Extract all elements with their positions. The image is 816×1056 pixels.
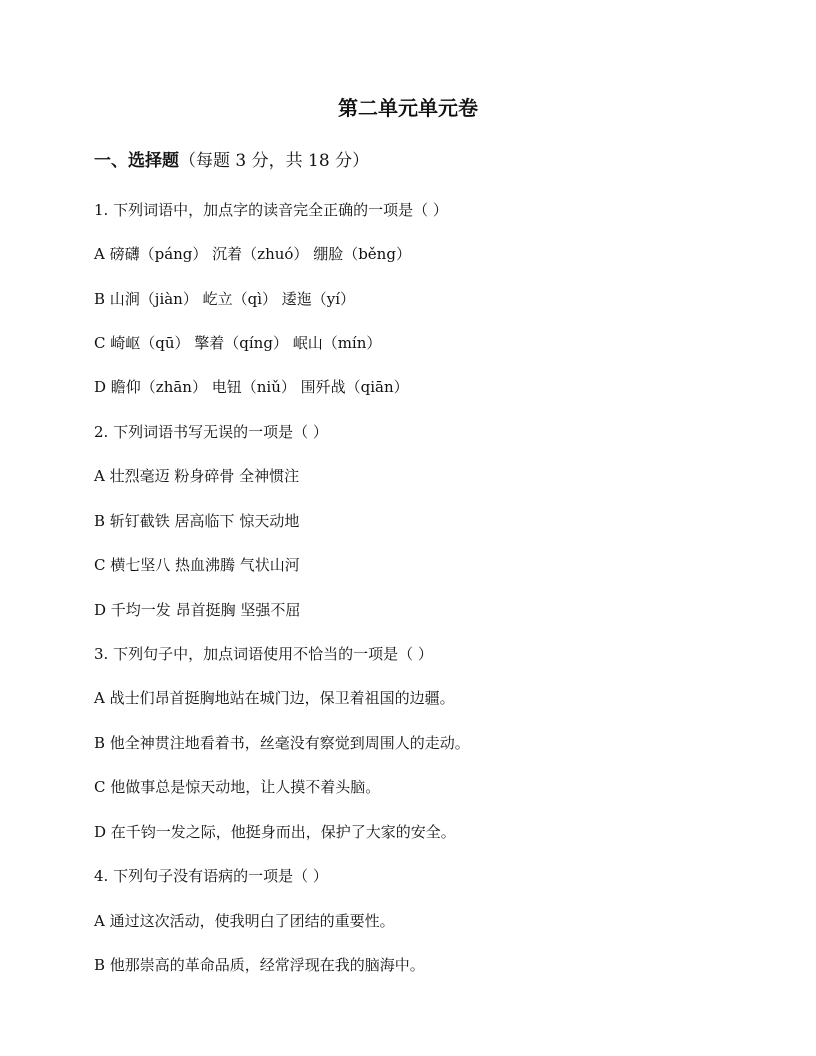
question-3-option-d: D 在千钧一发之际，他挺身而出，保护了大家的安全。 — [94, 823, 456, 841]
question-2-option-b: B 斩钉截铁 居高临下 惊天动地 — [94, 512, 300, 530]
question-4-option-a: A 通过这次活动，使我明白了团结的重要性。 — [94, 912, 395, 930]
section-heading-prefix: 一、选择题 — [94, 151, 179, 171]
question-3-stem: 3. 下列句子中，加点词语使用不恰当的一项是（ ） — [94, 645, 433, 663]
page-title: 第二单元单元卷 — [338, 96, 478, 120]
question-1-stem: 1. 下列词语中，加点字的读音完全正确的一项是（ ） — [94, 201, 448, 219]
section-heading-note: （每题 3 分，共 18 分） — [179, 151, 370, 171]
question-2-stem: 2. 下列词语书写无误的一项是（ ） — [94, 423, 328, 441]
question-2-option-d: D 千均一发 昂首挺胸 坚强不屈 — [94, 601, 301, 619]
section-heading — [94, 148, 369, 174]
question-1-option-c: C 崎岖（qū） 擎着（qíng） 岷山（mín） — [94, 334, 382, 352]
question-3-option-c: C 他做事总是惊天动地，让人摸不着头脑。 — [94, 778, 381, 796]
question-2-option-a: A 壮烈毫迈 粉身碎骨 全神惯注 — [94, 467, 300, 485]
question-1-option-a: A 磅礴（páng） 沉着（zhuó） 绷脸（běng） — [94, 245, 411, 263]
question-1-option-d: D 瞻仰（zhān） 电钮（niǔ） 围歼战（qiān） — [94, 378, 409, 396]
question-4-stem: 4. 下列句子没有语病的一项是（ ） — [94, 867, 328, 885]
question-2-option-c: C 横七坚八 热血沸腾 气状山河 — [94, 556, 300, 574]
question-1-option-b: B 山涧（jiàn） 屹立（qì） 逶迤（yí） — [94, 290, 356, 308]
question-3-option-b: B 他全神贯注地看着书，丝毫没有察觉到周围人的走动。 — [94, 734, 470, 752]
question-4-option-b: B 他那崇高的革命品质，经常浮现在我的脑海中。 — [94, 956, 425, 974]
question-3-option-a: A 战士们昂首挺胸地站在城门边，保卫着祖国的边疆。 — [94, 689, 455, 707]
